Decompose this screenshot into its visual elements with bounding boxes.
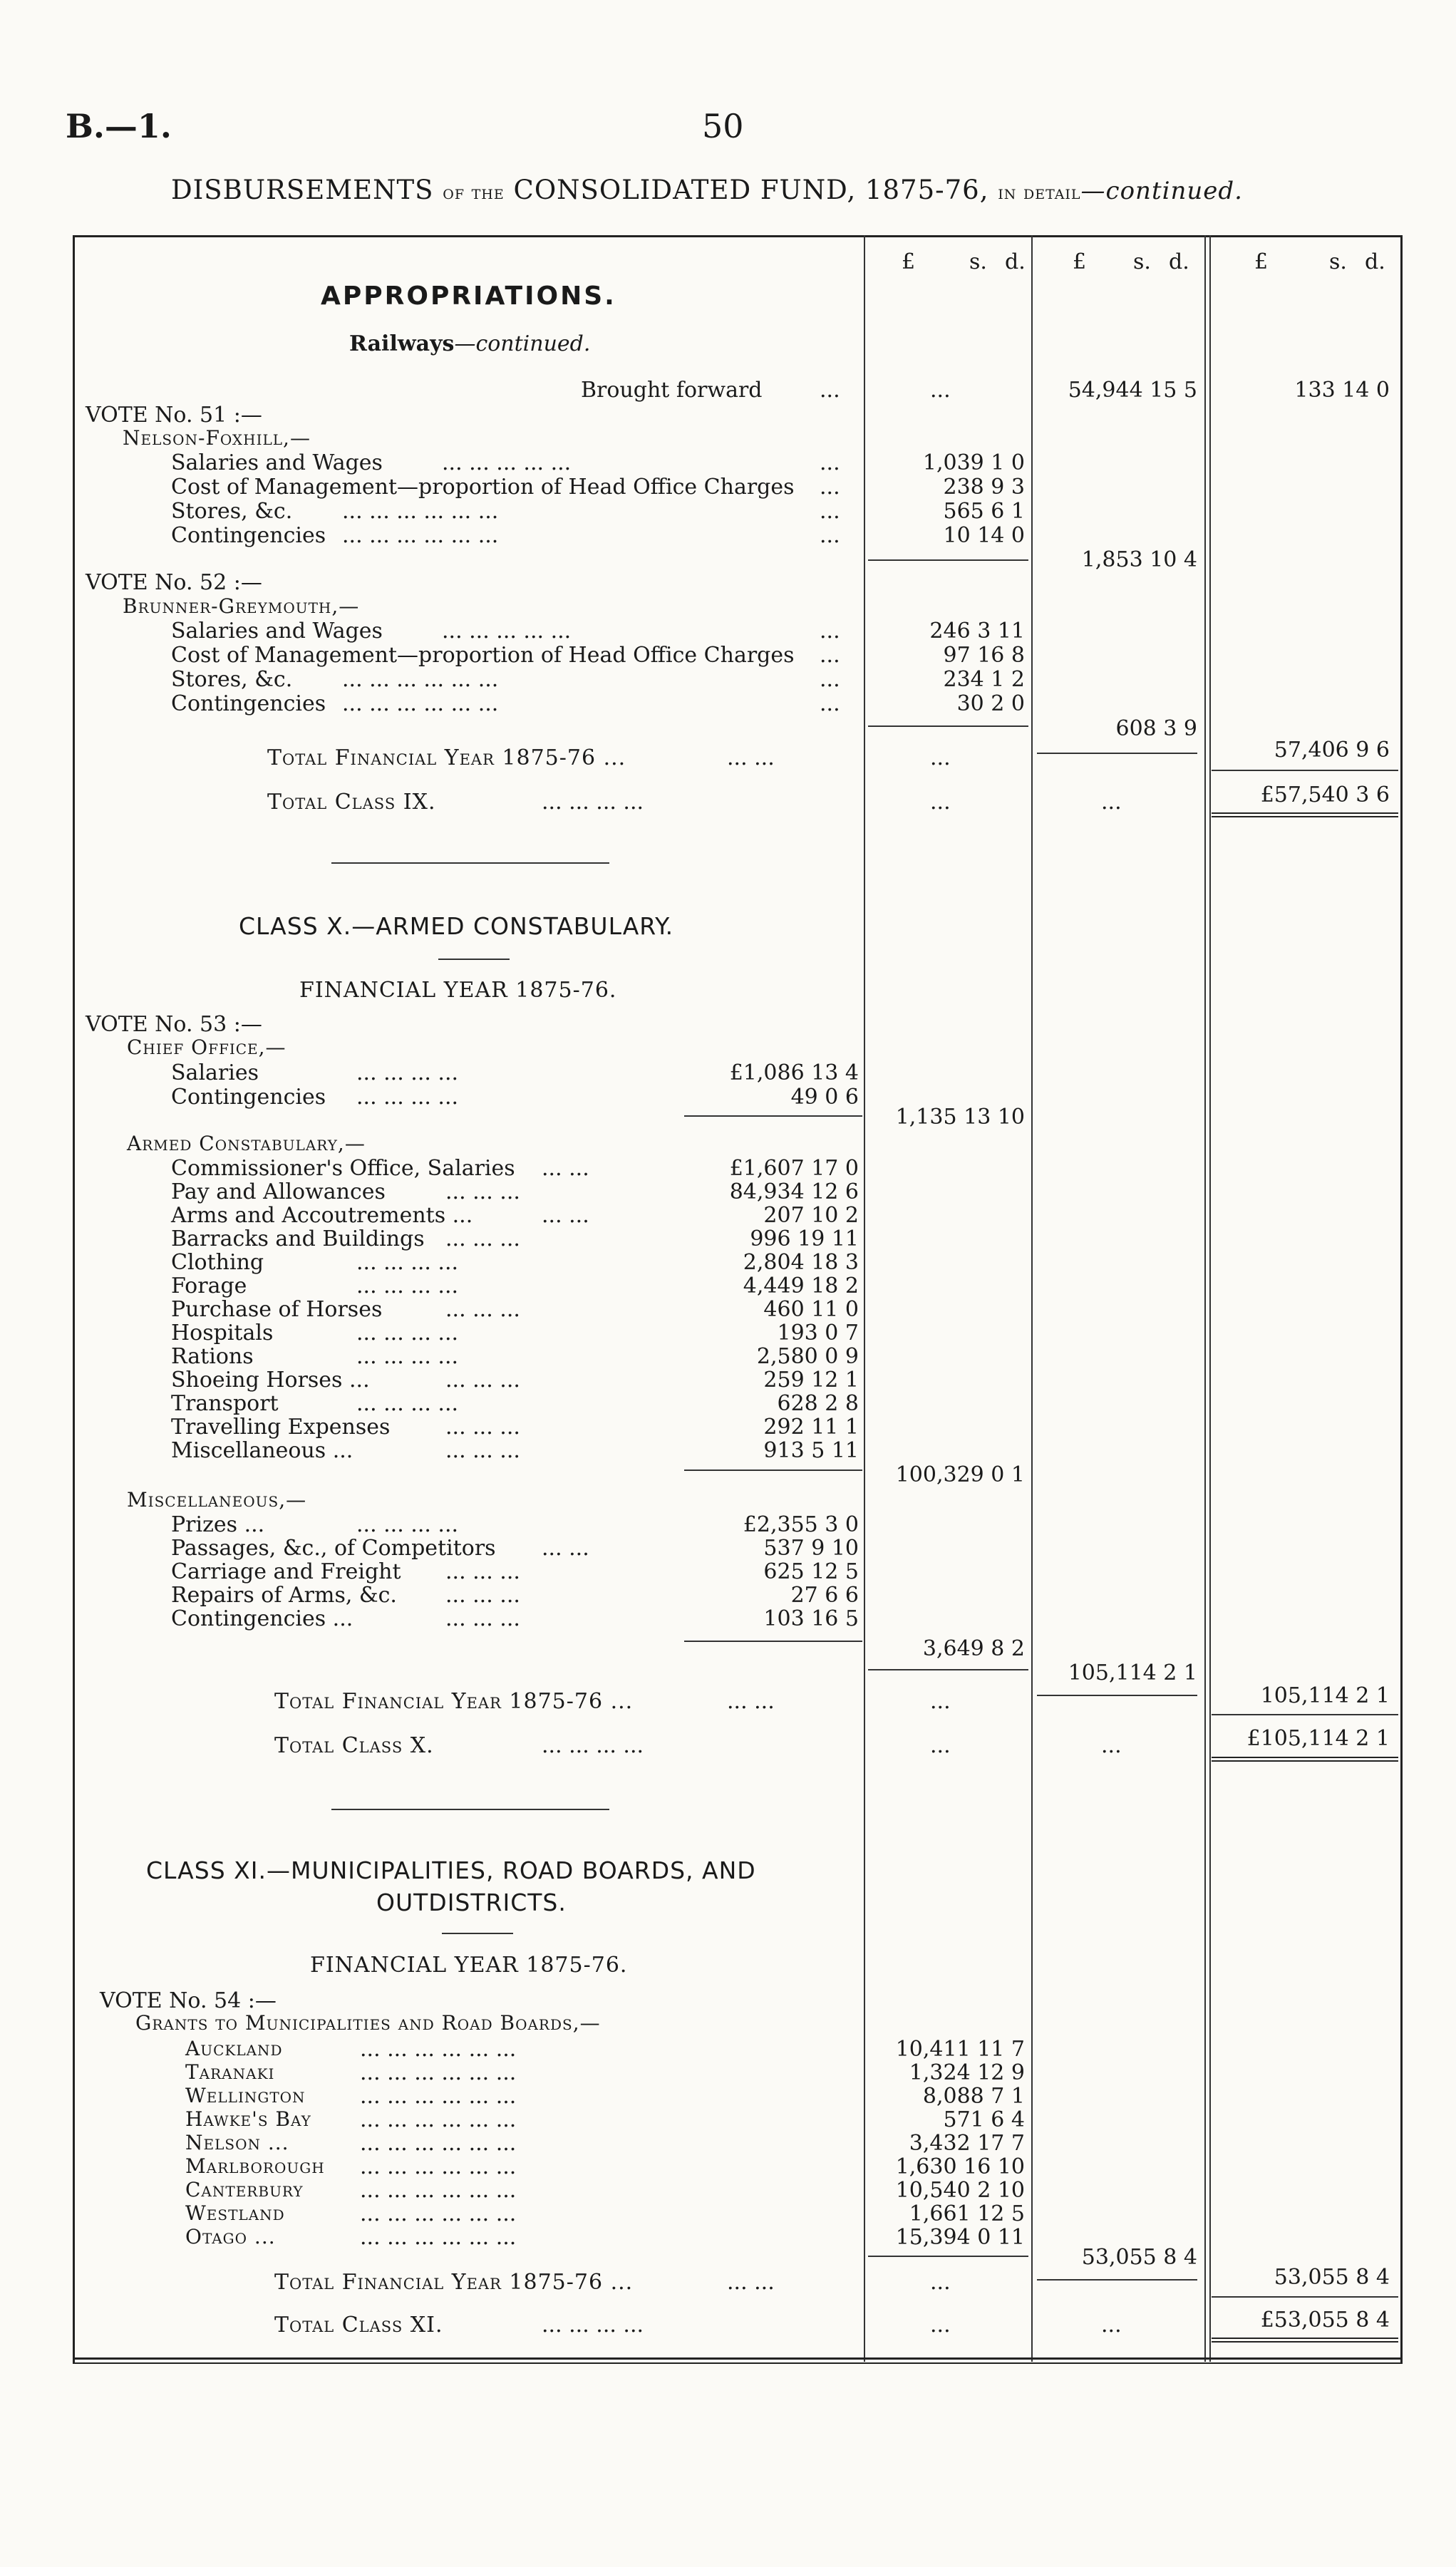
- amount: 913 5 11: [763, 1438, 859, 1463]
- amount: 10,411 11 7: [895, 2037, 1025, 2062]
- vote51-total: 1,853 10 4: [1081, 547, 1197, 572]
- rule: [438, 959, 510, 960]
- rule: [1037, 753, 1197, 754]
- leader-dots: ...: [820, 523, 840, 548]
- leader-dots: ... ... ... ...: [356, 1085, 459, 1110]
- leader-dots: ... ... ... ...: [356, 1512, 459, 1537]
- leader-dots: ...: [820, 667, 840, 692]
- total-class-ix-label: Total Class IX.: [267, 790, 436, 815]
- total-class-xi-col1: ...: [930, 2313, 951, 2338]
- list-item: Stores, &c.: [171, 499, 293, 524]
- brought-forward-col2: 54,944 15 5: [1068, 378, 1197, 403]
- double-rule: [1212, 1757, 1398, 1762]
- list-item: Clothing: [171, 1250, 264, 1275]
- leader-dots: ... ... ... ... ... ...: [360, 2060, 517, 2085]
- class-x-group-total: 105,114 2 1: [1068, 1660, 1197, 1685]
- rule: [684, 1115, 862, 1117]
- vote52-title: VOTE No. 52 :—: [86, 570, 262, 595]
- total-fy-x-dots: ... ...: [727, 1689, 775, 1714]
- appropriations-heading: APPROPRIATIONS.: [321, 282, 616, 311]
- total-fy-xi-col3: 53,055 8 4: [1274, 2265, 1390, 2290]
- amount: 460 11 0: [763, 1297, 859, 1322]
- total-class-ix-col3: £57,540 3 6: [1260, 783, 1390, 807]
- leader-dots: ... ... ... ... ... ...: [342, 523, 499, 548]
- amount: 628 2 8: [777, 1391, 859, 1416]
- col1-pence: d.: [1005, 249, 1026, 274]
- leader-dots: ... ... ...: [445, 1368, 520, 1393]
- brought-forward-dots: ...: [820, 378, 840, 403]
- leader-dots: ... ... ... ... ... ...: [360, 2037, 517, 2062]
- rule: [868, 725, 1028, 727]
- leader-dots: ... ...: [542, 1156, 589, 1181]
- leader-dots: ... ... ...: [445, 1438, 520, 1463]
- rule: [868, 2256, 1028, 2257]
- amount: 1,661 12 5: [909, 2201, 1025, 2226]
- railways-heading: [349, 331, 590, 356]
- total-class-ix-col2: ...: [1101, 790, 1122, 815]
- vote52-total: 608 3 9: [1115, 716, 1197, 741]
- amount: 996 19 11: [750, 1226, 859, 1251]
- list-item: Prizes ...: [171, 1512, 265, 1537]
- list-item: Shoeing Horses ...: [171, 1368, 370, 1393]
- leader-dots: ... ... ... ... ... ...: [360, 2154, 517, 2179]
- railways-cont: —continued.: [454, 331, 591, 356]
- leader-dots: ... ... ...: [445, 1179, 520, 1204]
- class-x-heading: CLASS X.—ARMED CONSTABULARY.: [239, 912, 674, 940]
- amount: 565 6 1: [943, 499, 1025, 524]
- leader-dots: ... ...: [542, 1536, 589, 1561]
- list-item: Auckland: [185, 2037, 283, 2060]
- amount: 234 1 2: [943, 667, 1025, 692]
- list-item: Cost of Management—proportion of Head Office Charges: [171, 643, 795, 668]
- list-item: Miscellaneous ...: [171, 1438, 353, 1463]
- leader-dots: ... ... ...: [445, 1559, 520, 1584]
- list-item: Wellington: [185, 2084, 306, 2107]
- list-item: Taranaki: [185, 2060, 275, 2084]
- list-item: Purchase of Horses: [171, 1297, 383, 1322]
- title-part-cont: —continued.: [1080, 177, 1243, 205]
- total-class-xi-col3: £53,055 8 4: [1260, 2308, 1390, 2333]
- list-item: Contingencies: [171, 523, 326, 548]
- list-item: Transport: [171, 1391, 279, 1416]
- total-class-x-col3: £105,114 2 1: [1246, 1726, 1390, 1751]
- table-bottom-rule: [73, 2357, 1400, 2364]
- rule: [684, 1641, 862, 1642]
- total-class-xi-dots: ... ... ... ...: [542, 2313, 644, 2338]
- brought-forward-col3: 133 14 0: [1294, 378, 1390, 403]
- leader-dots: ...: [820, 643, 840, 668]
- column-divider: [1204, 235, 1206, 2362]
- leader-dots: ... ... ... ... ... ...: [342, 499, 499, 524]
- leader-dots: ... ... ... ... ... ...: [342, 691, 499, 716]
- col3-pence: d.: [1365, 249, 1385, 274]
- amount: 1,630 16 10: [895, 2154, 1025, 2179]
- total-class-ix-dots: ... ... ... ...: [542, 790, 644, 815]
- armed-constabulary-heading: Armed Constabulary,—: [127, 1132, 366, 1155]
- chief-office-total: 1,135 13 10: [895, 1105, 1025, 1130]
- list-item: Cost of Management—proportion of Head Office Charges: [171, 475, 795, 500]
- amount: 84,934 12 6: [729, 1179, 859, 1204]
- leader-dots: ... ... ...: [445, 1297, 520, 1322]
- list-item: Repairs of Arms, &c.: [171, 1583, 397, 1608]
- amount: 103 16 5: [763, 1606, 859, 1631]
- list-item: Canterbury: [185, 2178, 304, 2201]
- total-fy-ix-label: Total Financial Year 1875-76 ...: [267, 745, 626, 770]
- list-item: Hawke's Bay: [185, 2107, 311, 2131]
- list-item: Salaries: [171, 1060, 259, 1085]
- list-item: Stores, &c.: [171, 667, 293, 692]
- amount: 207 10 2: [763, 1203, 859, 1228]
- leader-dots: ...: [820, 691, 840, 716]
- page-number: 50: [702, 107, 744, 145]
- leader-dots: ... ... ... ... ...: [442, 619, 572, 644]
- leader-dots: ...: [820, 475, 840, 500]
- title-part-a: DISBURSEMENTS: [171, 175, 434, 205]
- miscellaneous-total: 3,649 8 2: [922, 1636, 1025, 1661]
- amount: 193 0 7: [777, 1321, 859, 1346]
- col2-pence: d.: [1169, 249, 1189, 274]
- list-item: Otago ...: [185, 2225, 276, 2248]
- list-item: Travelling Expenses: [171, 1415, 391, 1440]
- col3-shilling: s.: [1329, 249, 1347, 274]
- amount: 8,088 7 1: [922, 2084, 1025, 2109]
- column-divider: [1209, 235, 1211, 2362]
- vote52-sub: Brunner-Greymouth,—: [123, 594, 360, 618]
- amount: 246 3 11: [929, 619, 1025, 644]
- page-title: [171, 175, 1243, 205]
- rule: [684, 1470, 862, 1471]
- list-item: Rations: [171, 1344, 254, 1369]
- leader-dots: ... ...: [542, 1203, 589, 1228]
- total-fy-x-label: Total Financial Year 1875-76 ...: [274, 1689, 634, 1714]
- list-item: Hospitals: [171, 1321, 274, 1346]
- amount: 30 2 0: [956, 691, 1025, 716]
- amount: 15,394 0 11: [895, 2225, 1025, 2250]
- vote53-title: VOTE No. 53 :—: [86, 1012, 262, 1037]
- col1-pound: £: [902, 249, 916, 274]
- leader-dots: ... ... ...: [445, 1606, 520, 1631]
- leader-dots: ... ... ...: [445, 1415, 520, 1440]
- rule: [442, 1933, 513, 1934]
- list-item: Salaries and Wages: [171, 619, 383, 644]
- document-code: B.—1.: [66, 107, 172, 145]
- list-item: Arms and Accoutrements ...: [171, 1203, 473, 1228]
- rule: [868, 1669, 1028, 1670]
- chief-office-heading: Chief Office,—: [127, 1035, 286, 1059]
- leader-dots: ... ... ... ...: [356, 1344, 459, 1369]
- grants-heading: Grants to Municipalities and Road Boards,—: [135, 2011, 601, 2035]
- title-part-of: of the: [443, 182, 505, 204]
- list-item: Contingencies ...: [171, 1606, 353, 1631]
- class-xi-heading: CLASS XI.—MUNICIPALITIES, ROAD BOARDS, AND: [146, 1856, 756, 1884]
- class-xi-heading-2: OUTDISTRICTS.: [376, 1889, 567, 1916]
- col3-pound: £: [1254, 249, 1269, 274]
- leader-dots: ... ... ... ... ... ...: [360, 2107, 517, 2132]
- rule: [1212, 770, 1398, 771]
- total-class-xi-col2: ...: [1101, 2313, 1122, 2338]
- amount: 4,449 18 2: [743, 1274, 859, 1298]
- vote51-sub: Nelson-Foxhill,—: [123, 426, 311, 450]
- total-class-x-col2: ...: [1101, 1733, 1122, 1758]
- total-fy-ix-col3: 57,406 9 6: [1274, 738, 1390, 763]
- total-fy-ix-dots: ... ...: [727, 745, 775, 770]
- column-divider: [1031, 235, 1033, 2362]
- amount: 10,540 2 10: [895, 2178, 1025, 2203]
- rule: [1212, 2296, 1398, 2298]
- leader-dots: ...: [820, 450, 840, 475]
- leader-dots: ... ... ... ...: [356, 1391, 459, 1416]
- section-divider: [331, 1809, 609, 1810]
- brought-forward-col1: ...: [930, 378, 951, 403]
- rule: [1037, 2279, 1197, 2281]
- total-fy-ix-col1: ...: [930, 745, 951, 770]
- leader-dots: ... ... ... ...: [356, 1321, 459, 1346]
- class-xi-group-total: 53,055 8 4: [1081, 2245, 1197, 2270]
- amount: 292 11 1: [763, 1415, 859, 1440]
- list-item: Forage: [171, 1274, 247, 1298]
- leader-dots: ...: [820, 619, 840, 644]
- amount: 3,432 17 7: [909, 2131, 1025, 2156]
- rule: [1037, 1695, 1197, 1696]
- total-fy-xi-label: Total Financial Year 1875-76 ...: [274, 2270, 634, 2295]
- amount: 27 6 6: [790, 1583, 859, 1608]
- rule: [1212, 1714, 1398, 1715]
- amount: 2,804 18 3: [743, 1250, 859, 1275]
- list-item: Carriage and Freight: [171, 1559, 401, 1584]
- brought-forward-label: Brought forward: [581, 378, 763, 403]
- amount: 238 9 3: [943, 475, 1025, 500]
- double-rule: [1212, 2338, 1398, 2343]
- total-class-x-dots: ... ... ... ...: [542, 1733, 644, 1758]
- leader-dots: ... ... ... ...: [356, 1060, 459, 1085]
- amount: £2,355 3 0: [743, 1512, 859, 1537]
- leader-dots: ... ... ... ...: [356, 1274, 459, 1298]
- total-class-ix-col1: ...: [930, 790, 951, 815]
- amount: 1,324 12 9: [909, 2060, 1025, 2085]
- leader-dots: ...: [820, 499, 840, 524]
- leader-dots: ... ... ... ... ... ...: [360, 2084, 517, 2109]
- list-item: Nelson ...: [185, 2131, 289, 2154]
- amount: 2,580 0 9: [756, 1344, 859, 1369]
- col1-shilling: s.: [969, 249, 987, 274]
- title-part-in: in detail: [998, 182, 1081, 204]
- amount: £1,607 17 0: [729, 1156, 859, 1181]
- list-item: Westland: [185, 2201, 285, 2225]
- railways-label: Railways: [349, 331, 455, 356]
- leader-dots: ... ... ...: [445, 1583, 520, 1608]
- leader-dots: ... ... ... ...: [356, 1250, 459, 1275]
- amount: 625 12 5: [763, 1559, 859, 1584]
- leader-dots: ... ... ... ... ... ...: [360, 2201, 517, 2226]
- total-fy-x-col3: 105,114 2 1: [1260, 1683, 1390, 1708]
- list-item: Passages, &c., of Competitors: [171, 1536, 496, 1561]
- rule: [868, 559, 1028, 561]
- amount: 1,039 1 0: [922, 450, 1025, 475]
- leader-dots: ... ... ...: [445, 1226, 520, 1251]
- leader-dots: ... ... ... ... ... ...: [360, 2225, 517, 2250]
- total-fy-xi-dots: ... ...: [727, 2270, 775, 2295]
- leader-dots: ... ... ... ... ... ...: [360, 2178, 517, 2203]
- leader-dots: ... ... ... ... ... ...: [342, 667, 499, 692]
- list-item: Salaries and Wages: [171, 450, 383, 475]
- col2-pound: £: [1073, 249, 1087, 274]
- leader-dots: ... ... ... ... ...: [442, 450, 572, 475]
- amount: 10 14 0: [943, 523, 1025, 548]
- list-item: Marlborough: [185, 2154, 325, 2178]
- leader-dots: ... ... ... ... ... ...: [360, 2131, 517, 2156]
- amount: 259 12 1: [763, 1368, 859, 1393]
- double-rule: [1212, 812, 1398, 817]
- list-item: Pay and Allowances: [171, 1179, 386, 1204]
- vote51-title: VOTE No. 51 :—: [86, 403, 262, 428]
- list-item: Contingencies: [171, 1085, 326, 1110]
- amount: 571 6 4: [943, 2107, 1025, 2132]
- total-fy-xi-col1: ...: [930, 2270, 951, 2295]
- armed-constabulary-total: 100,329 0 1: [895, 1462, 1025, 1487]
- list-item: Commissioner's Office, Salaries: [171, 1156, 515, 1181]
- title-part-b: CONSOLIDATED FUND, 1875-76,: [513, 175, 989, 205]
- list-item: Barracks and Buildings: [171, 1226, 425, 1251]
- vote54-title: VOTE No. 54 :—: [100, 1988, 277, 2013]
- amount: 49 0 6: [790, 1085, 859, 1110]
- total-fy-x-col1: ...: [930, 1689, 951, 1714]
- amount: 537 9 10: [763, 1536, 859, 1561]
- column-divider: [864, 235, 865, 2362]
- amount: 97 16 8: [943, 643, 1025, 668]
- class-x-fy: FINANCIAL YEAR 1875-76.: [299, 978, 617, 1003]
- class-xi-fy: FINANCIAL YEAR 1875-76.: [310, 1953, 628, 1978]
- total-class-xi-label: Total Class XI.: [274, 2313, 443, 2338]
- col2-shilling: s.: [1133, 249, 1151, 274]
- list-item: Contingencies: [171, 691, 326, 716]
- total-class-x-label: Total Class X.: [274, 1733, 434, 1758]
- amount: £1,086 13 4: [729, 1060, 859, 1085]
- section-divider: [331, 862, 609, 864]
- miscellaneous-heading: Miscellaneous,—: [127, 1488, 307, 1512]
- total-class-x-col1: ...: [930, 1733, 951, 1758]
